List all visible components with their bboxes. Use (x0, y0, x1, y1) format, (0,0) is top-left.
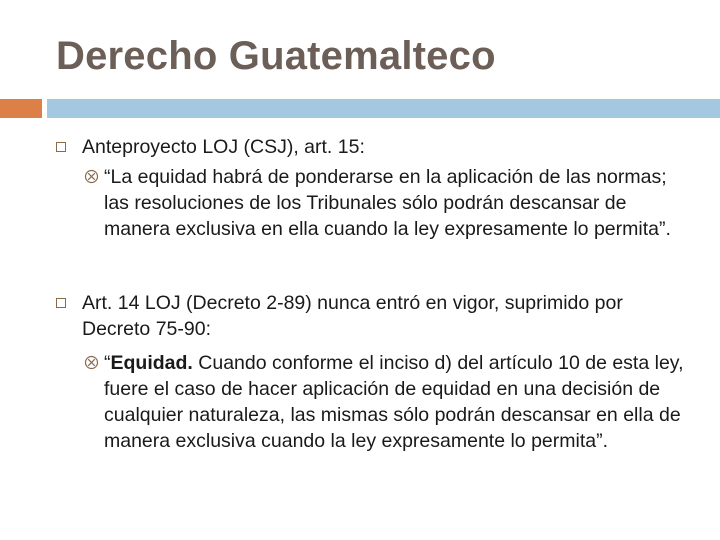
bullet-1-text: Anteproyecto LOJ (CSJ), art. 15: (82, 136, 365, 158)
sub-bullet-2-bold-term: Equidad. (110, 352, 193, 374)
circled-cross-bullet-icon (84, 169, 99, 184)
square-bullet-icon (56, 298, 66, 308)
sub-bullet-1-text: “La equidad habrá de ponderarse en la aplicación de las normas; las resoluciones de los Tribunales sólo podrán descansar de manera exclusiva en ella cuando la ley expresamente lo permita”. (104, 166, 671, 240)
circled-cross-bullet-icon (84, 355, 99, 370)
slide-title: Derecho Guatemalteco (56, 34, 496, 78)
square-bullet-icon (56, 142, 66, 152)
sub-bullet-2-open-quote: “ (104, 352, 111, 374)
sub-bullet-2 (104, 350, 684, 454)
bullet-2-text: Art. 14 LOJ (Decreto 2-89) nunca entró en vigor, suprimido por Decreto 75-90: (82, 292, 623, 340)
sub-bullet-2-text: Cuando conforme el inciso d) del artículo 10 de esta ley, fuere el caso de hacer aplicación de equidad en una decisión de cualquier naturaleza, las mismas sólo podrán descansar en ella de manera exclusiva cuando la ley expresamente lo permita”. (104, 352, 684, 452)
